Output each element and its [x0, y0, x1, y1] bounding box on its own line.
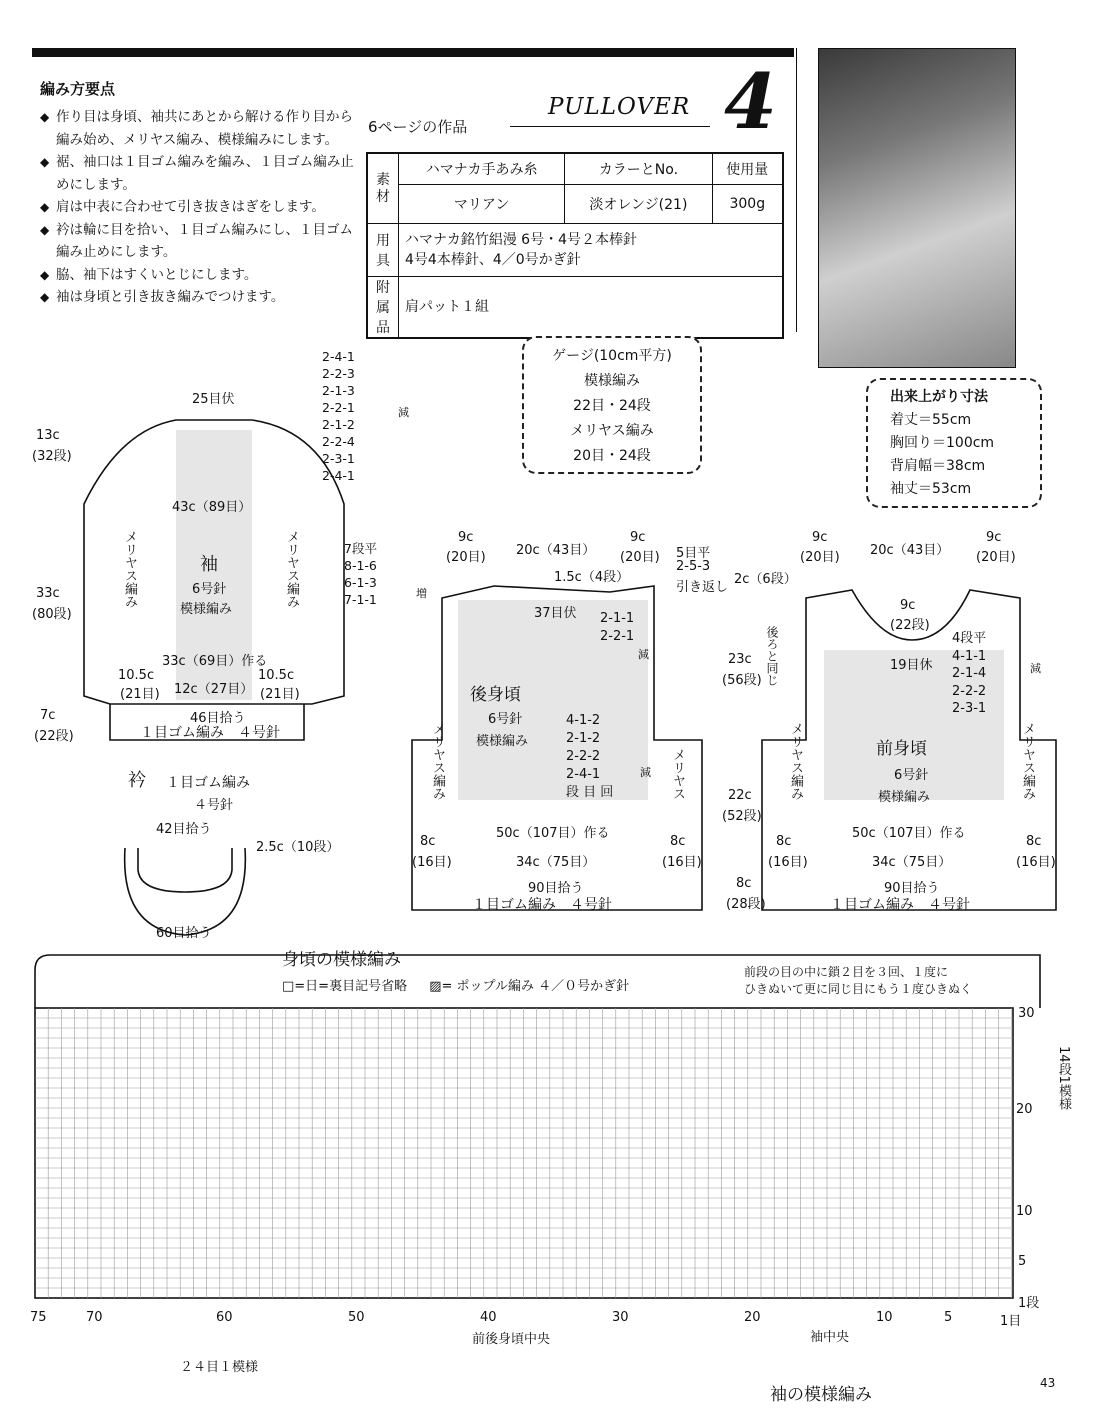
- back-rib-rows: (28段): [726, 897, 766, 912]
- pattern-name: PULLOVER: [548, 94, 691, 120]
- front-edge-sts: (16目): [768, 855, 808, 870]
- dec-row: 2-1-2: [566, 731, 601, 746]
- dec-row: 2-4-1: [322, 468, 355, 483]
- legend-popcorn: ▨= ポップル編み ４／０号かぎ針: [429, 979, 630, 994]
- back-neck-bindoff: 37目伏: [534, 606, 577, 621]
- front-side-sts: (20目): [800, 550, 840, 565]
- sleeve-decrease-rows: [322, 348, 355, 484]
- back-pattern: 模様編み: [476, 734, 529, 749]
- dec-row: 2-2-2: [566, 749, 601, 764]
- back-side-text-right: メリヤス: [670, 748, 685, 800]
- front-side-width: 9c: [812, 530, 828, 545]
- color-value: 淡オレンジ(21): [565, 185, 712, 224]
- front-neck-dec: [952, 630, 986, 718]
- yarn-header: ハマナカ手あみ糸: [399, 153, 565, 185]
- front-side-sts-right: (20目): [976, 550, 1016, 565]
- chart-col-30: 30: [612, 1310, 629, 1325]
- chart-legend: [282, 975, 629, 994]
- dec-row: 2-1-1: [600, 611, 635, 626]
- front-side-text-right: メリヤス編み: [1020, 722, 1035, 800]
- back-rib: １目ゴム編み ４号針: [472, 897, 612, 913]
- legend-note-line: 前段の目の中に鎖２目を３回、１度に: [744, 965, 949, 979]
- dec-row: 4-1-2: [566, 713, 601, 728]
- chart-col-70: 70: [86, 1310, 103, 1325]
- amount-header: 使用量: [712, 153, 783, 185]
- legend-stitch-note: [744, 964, 972, 998]
- front-same-as-back: 後ろと同じ: [765, 626, 779, 686]
- front-edge: 8c: [776, 834, 792, 849]
- dec-row: 2-2-4: [322, 434, 355, 449]
- finished-size-line: 袖丈＝53cm: [890, 481, 972, 497]
- chart-col-50: 50: [348, 1310, 365, 1325]
- front-neck-hold: 19目休: [890, 658, 933, 673]
- gauge-line: 22目・24段: [573, 398, 651, 414]
- sleeve-pick: 46目拾う: [190, 711, 246, 726]
- tools-label: 用 具: [367, 224, 399, 277]
- front-neck-width: 9c: [900, 598, 916, 613]
- back-shoulder-rows: 2-5-3: [676, 559, 711, 574]
- gauge-title: ゲージ(10cm平方): [552, 348, 672, 364]
- back-armhole-rows: (56段): [722, 673, 762, 688]
- sleeve-w1: 10.5c: [118, 668, 155, 683]
- back-mid-width: 34c（75目）: [516, 855, 596, 870]
- sleeve-w1-right: 10.5c: [258, 668, 295, 683]
- sleeve-increase-rows: [344, 540, 377, 608]
- chart-sleeve-pattern: 袖の模様編み: [770, 1385, 872, 1405]
- chart-row-10: 10: [1016, 1204, 1033, 1219]
- sleeve-w2: 12c（27目）: [174, 682, 254, 697]
- sleeve-cuff-height: 7c: [40, 708, 56, 723]
- point-item: ◆ 作り目は身頃、袖共にあとから解ける作り目から編み始め、メリヤス編み、模様編みにします。: [40, 106, 360, 151]
- chart-col-60: 60: [216, 1310, 233, 1325]
- front-name: 前身頃: [876, 739, 927, 759]
- materials-label: 素材: [367, 153, 399, 224]
- front-edge-sts-right: (16目): [1016, 855, 1056, 870]
- back-shoulder-flat: 5目平: [676, 546, 711, 561]
- back-side-width: 9c: [458, 530, 474, 545]
- dec-row: 2-3-1: [322, 451, 355, 466]
- color-header: カラーとNo.: [565, 153, 712, 185]
- collar-top-pick: 42目拾う: [156, 822, 212, 837]
- gauge-line: メリヤス編み: [570, 423, 654, 439]
- gauge-line: 20目・24段: [573, 448, 651, 464]
- tools-line: ハマナカ銘竹絽漫 6号・4号２本棒針: [405, 232, 637, 248]
- chart-row-1: 1段: [1018, 1296, 1040, 1311]
- inc-row: 7-1-1: [344, 592, 377, 607]
- sleeve-top-label: 25目伏: [192, 392, 235, 407]
- sleeve-width: 43c（89目）: [172, 500, 252, 515]
- point-item: ◆ 脇、袖下はすくいとじにします。: [40, 264, 360, 287]
- accessory-value: 肩パット１組: [399, 277, 784, 339]
- sleeve-cap-rows: (32段): [32, 449, 72, 464]
- back-needle: 6号針: [488, 712, 523, 727]
- gauge-line: 模様編み: [584, 373, 640, 389]
- chart-col-40: 40: [480, 1310, 497, 1325]
- back-pick: 90目拾う: [528, 881, 584, 896]
- dec-row: 4段平: [952, 631, 987, 646]
- front-needle: 6号針: [894, 768, 929, 783]
- point-item: ◆ 裾、袖口は１目ゴム編みを編み、１目ゴム編み止めにします。: [40, 151, 360, 196]
- sleeve-w1-sts-right: (21目): [260, 687, 300, 702]
- chart-row-20: 20: [1016, 1102, 1033, 1117]
- dec-row: 2-1-2: [322, 417, 355, 432]
- back-side-sts-right: (20目): [620, 550, 660, 565]
- back-shoulder-turn: 引き返し: [676, 580, 729, 595]
- chart-sleeve-center: 袖中央: [810, 1330, 850, 1345]
- sleeve-w1-sts: (21目): [120, 687, 160, 702]
- dec-row: 2-4-1: [566, 767, 601, 782]
- back-edge-sts: (16目): [412, 855, 452, 870]
- front-neck-rows: (22段): [890, 618, 930, 633]
- chart-title: 身頃の模様編み: [282, 950, 401, 970]
- back-arm-dec-mark: 減: [640, 766, 651, 779]
- legend-note-line: ひきぬいて更に同じ目にもう１度ひきぬく: [744, 982, 973, 996]
- sleeve-body-height: 33c: [36, 586, 60, 601]
- sleeve-side-left: メリヤス編み: [122, 530, 137, 608]
- back-neck-dec-mark: 減: [638, 648, 649, 661]
- back-edge-sts-right: (16目): [662, 855, 702, 870]
- chart-row-repeat: 14段1模様: [1056, 1046, 1071, 1110]
- dec-row: 2-4-1: [322, 349, 355, 364]
- dec-row: 2-1-3: [322, 383, 355, 398]
- front-center-width: 20c（43目）: [870, 543, 950, 558]
- back-edge-right: 8c: [670, 834, 686, 849]
- back-name: 後身頃: [470, 685, 521, 705]
- sleeve-needle: 6号針: [192, 582, 227, 597]
- finished-size-line: 胸回り＝100cm: [890, 435, 995, 451]
- chart-col-repeat: ２４目１模様: [180, 1360, 259, 1375]
- sleeve-rib: １目ゴム編み ４号針: [140, 725, 280, 741]
- back-edge: 8c: [420, 834, 436, 849]
- front-cast: 50c（107目）作る: [852, 826, 966, 841]
- chart-col-75: 75: [30, 1310, 47, 1325]
- chart-row-5: 5: [1018, 1254, 1027, 1269]
- sleeve-cast: 33c（69目）作る: [162, 654, 268, 669]
- front-side-width-right: 9c: [986, 530, 1002, 545]
- collar-rib: １目ゴム編み: [166, 775, 250, 791]
- chart-grid-cols: [48, 1008, 1012, 1298]
- pattern-number: 4: [724, 57, 777, 146]
- inc-row: 8-1-6: [344, 558, 377, 573]
- dec-row: 2-1-4: [952, 666, 987, 681]
- dec-row: 2-2-1: [600, 629, 635, 644]
- point-item: ◆ 衿は輪に目を拾い、１目ゴム編みにし、１目ゴム編み止めにします。: [40, 219, 360, 264]
- finished-size-line: 着丈＝55cm: [890, 412, 972, 428]
- chart-col-1: 1目: [1000, 1314, 1022, 1329]
- front-neck-dec-mark: 減: [1030, 662, 1041, 675]
- tools-line: 4号4本棒針、4／0号かぎ針: [405, 252, 581, 268]
- point-item: ◆ 肩は中表に合わせて引き抜きはぎをします。: [40, 196, 360, 219]
- back-center-width: 20c（43目）: [516, 543, 596, 558]
- point-item: ◆ 袖は身頃と引き抜き編みでつけます。: [40, 286, 360, 309]
- back-rib-height: 8c: [736, 876, 752, 891]
- accessory-label: 附属品: [367, 277, 399, 339]
- points-heading: 編み方要点: [40, 80, 116, 98]
- finished-size-line: 背肩幅＝38cm: [890, 458, 986, 474]
- back-body-rows: (52段): [722, 809, 762, 824]
- chart-col-10: 10: [876, 1310, 893, 1325]
- front-pick: 90目拾う: [884, 881, 940, 896]
- sleeve-side-right: メリヤス編み: [284, 530, 299, 608]
- collar-depth: 2.5c（10段）: [256, 840, 340, 855]
- back-side-width-right: 9c: [630, 530, 646, 545]
- front-side-text: メリヤス編み: [788, 722, 803, 800]
- front-pattern: 模様編み: [878, 790, 931, 805]
- front-edge-right: 8c: [1026, 834, 1042, 849]
- collar-bottom-pick: 60目拾う: [156, 926, 212, 941]
- collar-inner: [138, 848, 232, 892]
- back-arm-dec: [566, 712, 613, 802]
- front-rib: １目ゴム編み ４号針: [830, 897, 970, 913]
- sleeve-dec-mark: 減: [398, 406, 409, 419]
- dec-row: 2-2-2: [952, 683, 987, 699]
- legend-purl: □=日=裏目記号省略: [282, 979, 408, 994]
- amount-value: 300g: [712, 185, 783, 224]
- dec-row: 2-2-1: [322, 400, 355, 415]
- chart-body-center: 前後身頃中央: [472, 1332, 551, 1347]
- inc-row: 7段平: [344, 541, 377, 556]
- back-armhole-height: 23c: [728, 652, 752, 667]
- sleeve-name: 袖: [200, 554, 218, 575]
- front-shoulder-height: 2c（6段）: [734, 572, 797, 587]
- collar-name: 衿: [128, 770, 146, 791]
- chart-grid-col-lines: [48, 1008, 1012, 1298]
- front-mid-width: 34c（75目）: [872, 855, 952, 870]
- sleeve-body-rows: (80段): [32, 607, 72, 622]
- sleeve-pattern: 模様編み: [180, 602, 233, 617]
- inc-row: 6-1-3: [344, 575, 377, 590]
- back-cast: 50c（107目）作る: [496, 826, 610, 841]
- chart-col-20: 20: [744, 1310, 761, 1325]
- back-side-text: メリヤス編み: [430, 722, 445, 800]
- sleeve-cap-height: 13c: [36, 428, 60, 443]
- page-reference: 6ページの作品: [368, 118, 468, 136]
- finished-size-title: 出来上がり寸法: [890, 389, 988, 405]
- dec-row: 4-1-1: [952, 648, 987, 664]
- collar-needle: ４号針: [194, 798, 234, 813]
- back-side-sts: (20目): [446, 550, 486, 565]
- sleeve-cuff-rows: (22段): [34, 729, 74, 744]
- back-body-height: 22c: [728, 788, 752, 803]
- yarn-value: マリアン: [399, 185, 565, 224]
- dec-row-head: 段 目 回: [566, 785, 614, 800]
- chart-col-5: 5: [944, 1310, 953, 1325]
- page-number: 43: [1040, 1376, 1056, 1390]
- dec-row: 2-3-1: [952, 701, 987, 716]
- back-neck-height: 1.5c（4段）: [554, 570, 630, 585]
- sleeve-inc-mark: 増: [416, 587, 427, 600]
- dec-row: 2-2-3: [322, 366, 355, 381]
- back-neck-dec: [600, 610, 634, 646]
- chart-row-30: 30: [1018, 1006, 1035, 1021]
